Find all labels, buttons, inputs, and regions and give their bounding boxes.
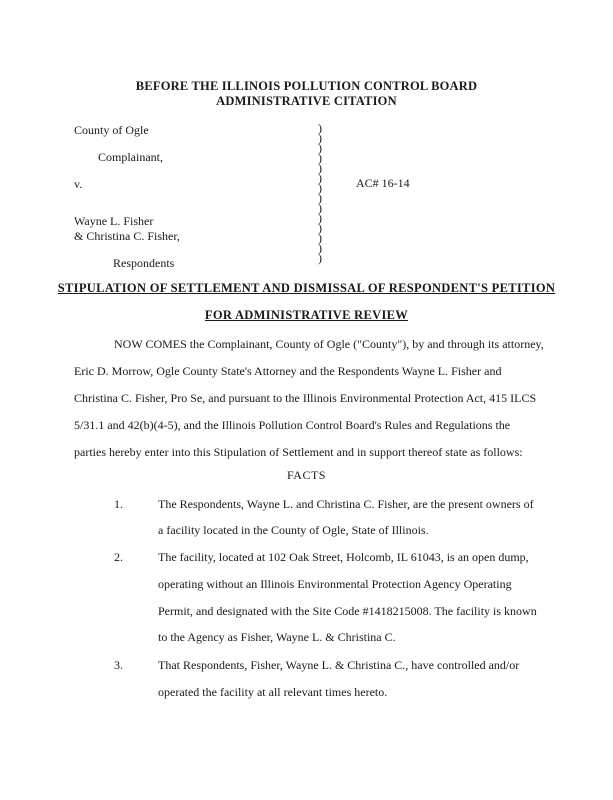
intro-line: NOW COMES the Complainant, County of Ogle ("County"), by and through its attorney, <box>114 337 544 351</box>
fact-line: The Respondents, Wayne L. and Christina C. Fisher, are the present owners of <box>158 497 534 511</box>
paren: ) <box>318 231 322 245</box>
stipulation-title: STIPULATION OF SETTLEMENT AND DISMISSAL OF RESPONDENT'S PETITION <box>57 281 556 295</box>
board-title: BEFORE THE ILLINOIS POLLUTION CONTROL BOARD <box>135 79 478 93</box>
case-number: AC# 16-14 <box>356 176 410 190</box>
paren: ) <box>318 241 322 255</box>
fact-line: operating without an Illinois Environmental Protection Agency Operating <box>158 577 512 591</box>
paren: ) <box>318 221 322 235</box>
paren: ) <box>318 121 322 135</box>
paren: ) <box>318 161 322 175</box>
versus: v. <box>74 177 83 191</box>
fact-line: to the Agency as Fisher, Wayne L. & Christina C. <box>158 630 396 644</box>
paren: ) <box>318 191 322 205</box>
citation-type: ADMINISTRATIVE CITATION <box>216 94 397 108</box>
paren: ) <box>318 181 322 195</box>
intro-line: Eric D. Morrow, Ogle County State's Attorney and the Respondents Wayne L. Fisher and <box>74 364 502 378</box>
fact-line: That Respondents, Fisher, Wayne L. & Christina C., have controlled and/or <box>158 658 520 672</box>
respondent-name-1: Wayne L. Fisher <box>74 214 154 228</box>
intro-line: parties hereby enter into this Stipulation of Settlement and in support thereof state as follows: <box>74 445 523 459</box>
paren: ) <box>318 251 322 265</box>
fact-number: 3. <box>114 658 123 672</box>
paren: ) <box>318 211 322 225</box>
paren: ) <box>318 151 322 165</box>
fact-number: 1. <box>114 497 123 511</box>
fact-line: Permit, and designated with the Site Code #1418215008. The facility is known <box>158 604 537 618</box>
paren: ) <box>318 171 322 185</box>
respondent-name-2: & Christina C. Fisher, <box>74 229 180 243</box>
fact-line: a facility located in the County of Ogle, State of Illinois. <box>158 523 429 537</box>
facts-heading: FACTS <box>287 468 326 482</box>
paren: ) <box>318 131 322 145</box>
paren: ) <box>318 141 322 155</box>
intro-line: Christina C. Fisher, Pro Se, and pursuant to the Illinois Environmental Protection Act, 415 ILCS <box>74 391 537 405</box>
intro-line: 5/31.1 and 42(b)(4-5), and the Illinois Pollution Control Board's Rules and Regulations the <box>74 418 511 432</box>
plaintiff-role: Complainant, <box>98 150 163 164</box>
fact-line: operated the facility at all relevant times hereto. <box>158 685 388 699</box>
stipulation-subtitle: FOR ADMINISTRATIVE REVIEW <box>204 308 409 322</box>
paren: ) <box>318 201 322 215</box>
fact-number: 2. <box>114 550 123 564</box>
plaintiff-name: County of Ogle <box>74 123 149 137</box>
respondent-role: Respondents <box>113 256 175 270</box>
fact-line: The facility, located at 102 Oak Street, Holcomb, IL 61043, is an open dump, <box>158 550 529 564</box>
